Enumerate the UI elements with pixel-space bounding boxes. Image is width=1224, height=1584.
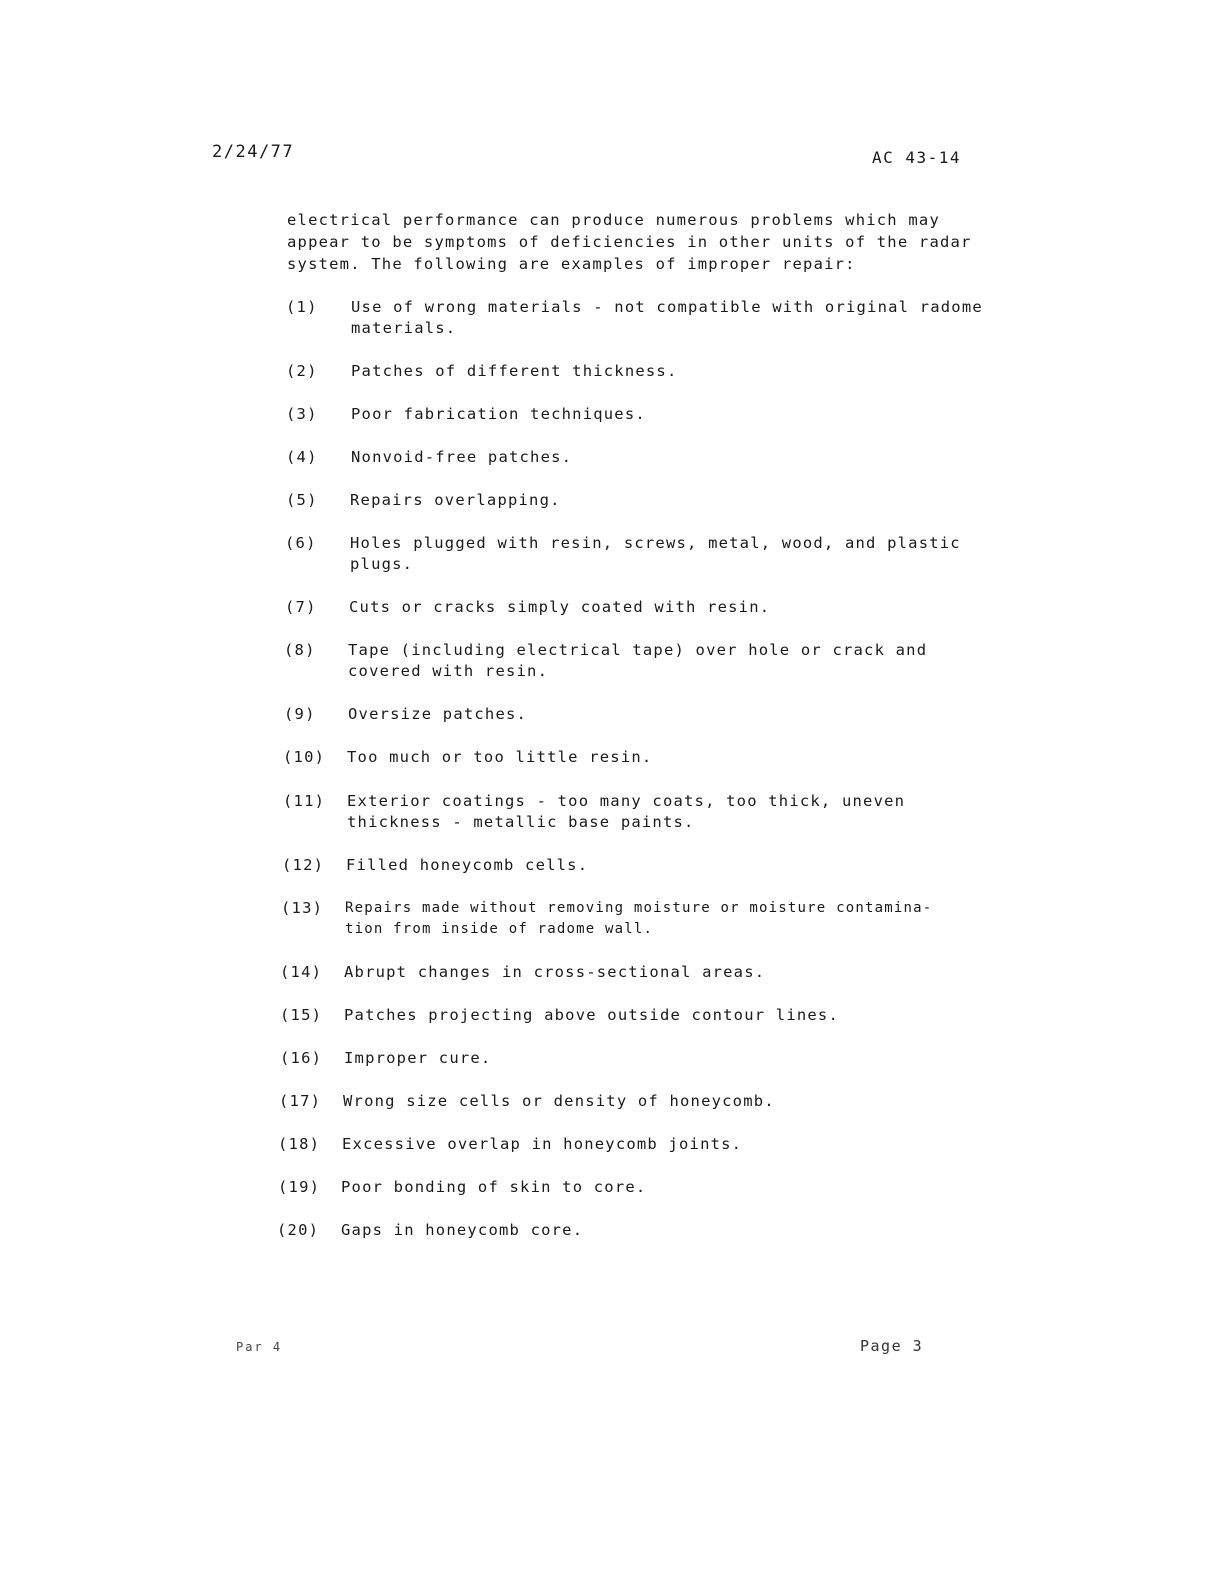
footer-page-number: Page 3 <box>860 1337 924 1355</box>
header-doc-number: AC 43-14 <box>872 148 962 167</box>
item-text: Patches of different thickness. <box>351 362 678 380</box>
item-text: Wrong size cells or density of honeycomb. <box>343 1092 775 1110</box>
item-number: (18) <box>278 1135 321 1153</box>
item-number: (4) <box>286 448 318 466</box>
item-text: Excessive overlap in honeycomb joints. <box>342 1135 743 1153</box>
item-number: (12) <box>282 856 325 874</box>
item-number: (2) <box>286 362 318 380</box>
item-number: (5) <box>286 491 318 509</box>
item-text: Gaps in honeycomb core. <box>341 1221 584 1239</box>
item-text: Patches projecting above outside contour lines. <box>344 1006 839 1024</box>
item-number: (11) <box>283 792 326 810</box>
item-text: Abrupt changes in cross-sectional areas. <box>344 963 766 981</box>
item-number: (17) <box>279 1092 322 1110</box>
item-text: Exterior coatings - too many coats, too thick, uneven thickness - metallic base paints. <box>347 792 906 831</box>
item-text: Repairs made without removing moisture or moisture contamina- tion from inside of radome wall. <box>345 900 933 937</box>
item-text: Poor bonding of skin to core. <box>341 1178 647 1196</box>
item-number: (13) <box>281 899 324 917</box>
item-text: Repairs overlapping. <box>350 491 561 509</box>
intro-paragraph: electrical performance can produce numerous problems which may appear to be symptoms of deficiencies in other units of the radar system. The following are examples of improper repair: <box>287 211 972 273</box>
item-text: Filled honeycomb cells. <box>346 856 589 874</box>
item-number: (1) <box>286 298 318 316</box>
item-number: (16) <box>280 1049 323 1067</box>
item-number: (9) <box>284 705 316 723</box>
item-number: (10) <box>283 748 326 766</box>
item-text: Cuts or cracks simply coated with resin. <box>349 598 771 616</box>
footer-paragraph-ref: Par 4 <box>236 1340 283 1354</box>
item-number: (19) <box>278 1178 321 1196</box>
item-text: Nonvoid-free patches. <box>351 448 573 466</box>
item-number: (3) <box>286 405 318 423</box>
item-number: (15) <box>280 1006 323 1024</box>
item-text: Use of wrong materials - not compatible with original radome materials. <box>351 298 983 337</box>
header-date: 2/24/77 <box>212 142 295 162</box>
item-text: Oversize patches. <box>348 705 528 723</box>
item-number: (7) <box>285 598 317 616</box>
item-number: (14) <box>280 963 323 981</box>
item-number: (8) <box>284 641 316 659</box>
item-text: Poor fabrication techniques. <box>351 405 646 423</box>
item-text: Improper cure. <box>344 1049 492 1067</box>
item-text: Too much or too little resin. <box>347 748 653 766</box>
item-text: Holes plugged with resin, screws, metal, wood, and plastic plugs. <box>350 534 961 573</box>
item-number: (6) <box>285 534 317 552</box>
item-number: (20) <box>277 1221 320 1239</box>
item-text: Tape (including electrical tape) over hole or crack and covered with resin. <box>348 641 928 680</box>
